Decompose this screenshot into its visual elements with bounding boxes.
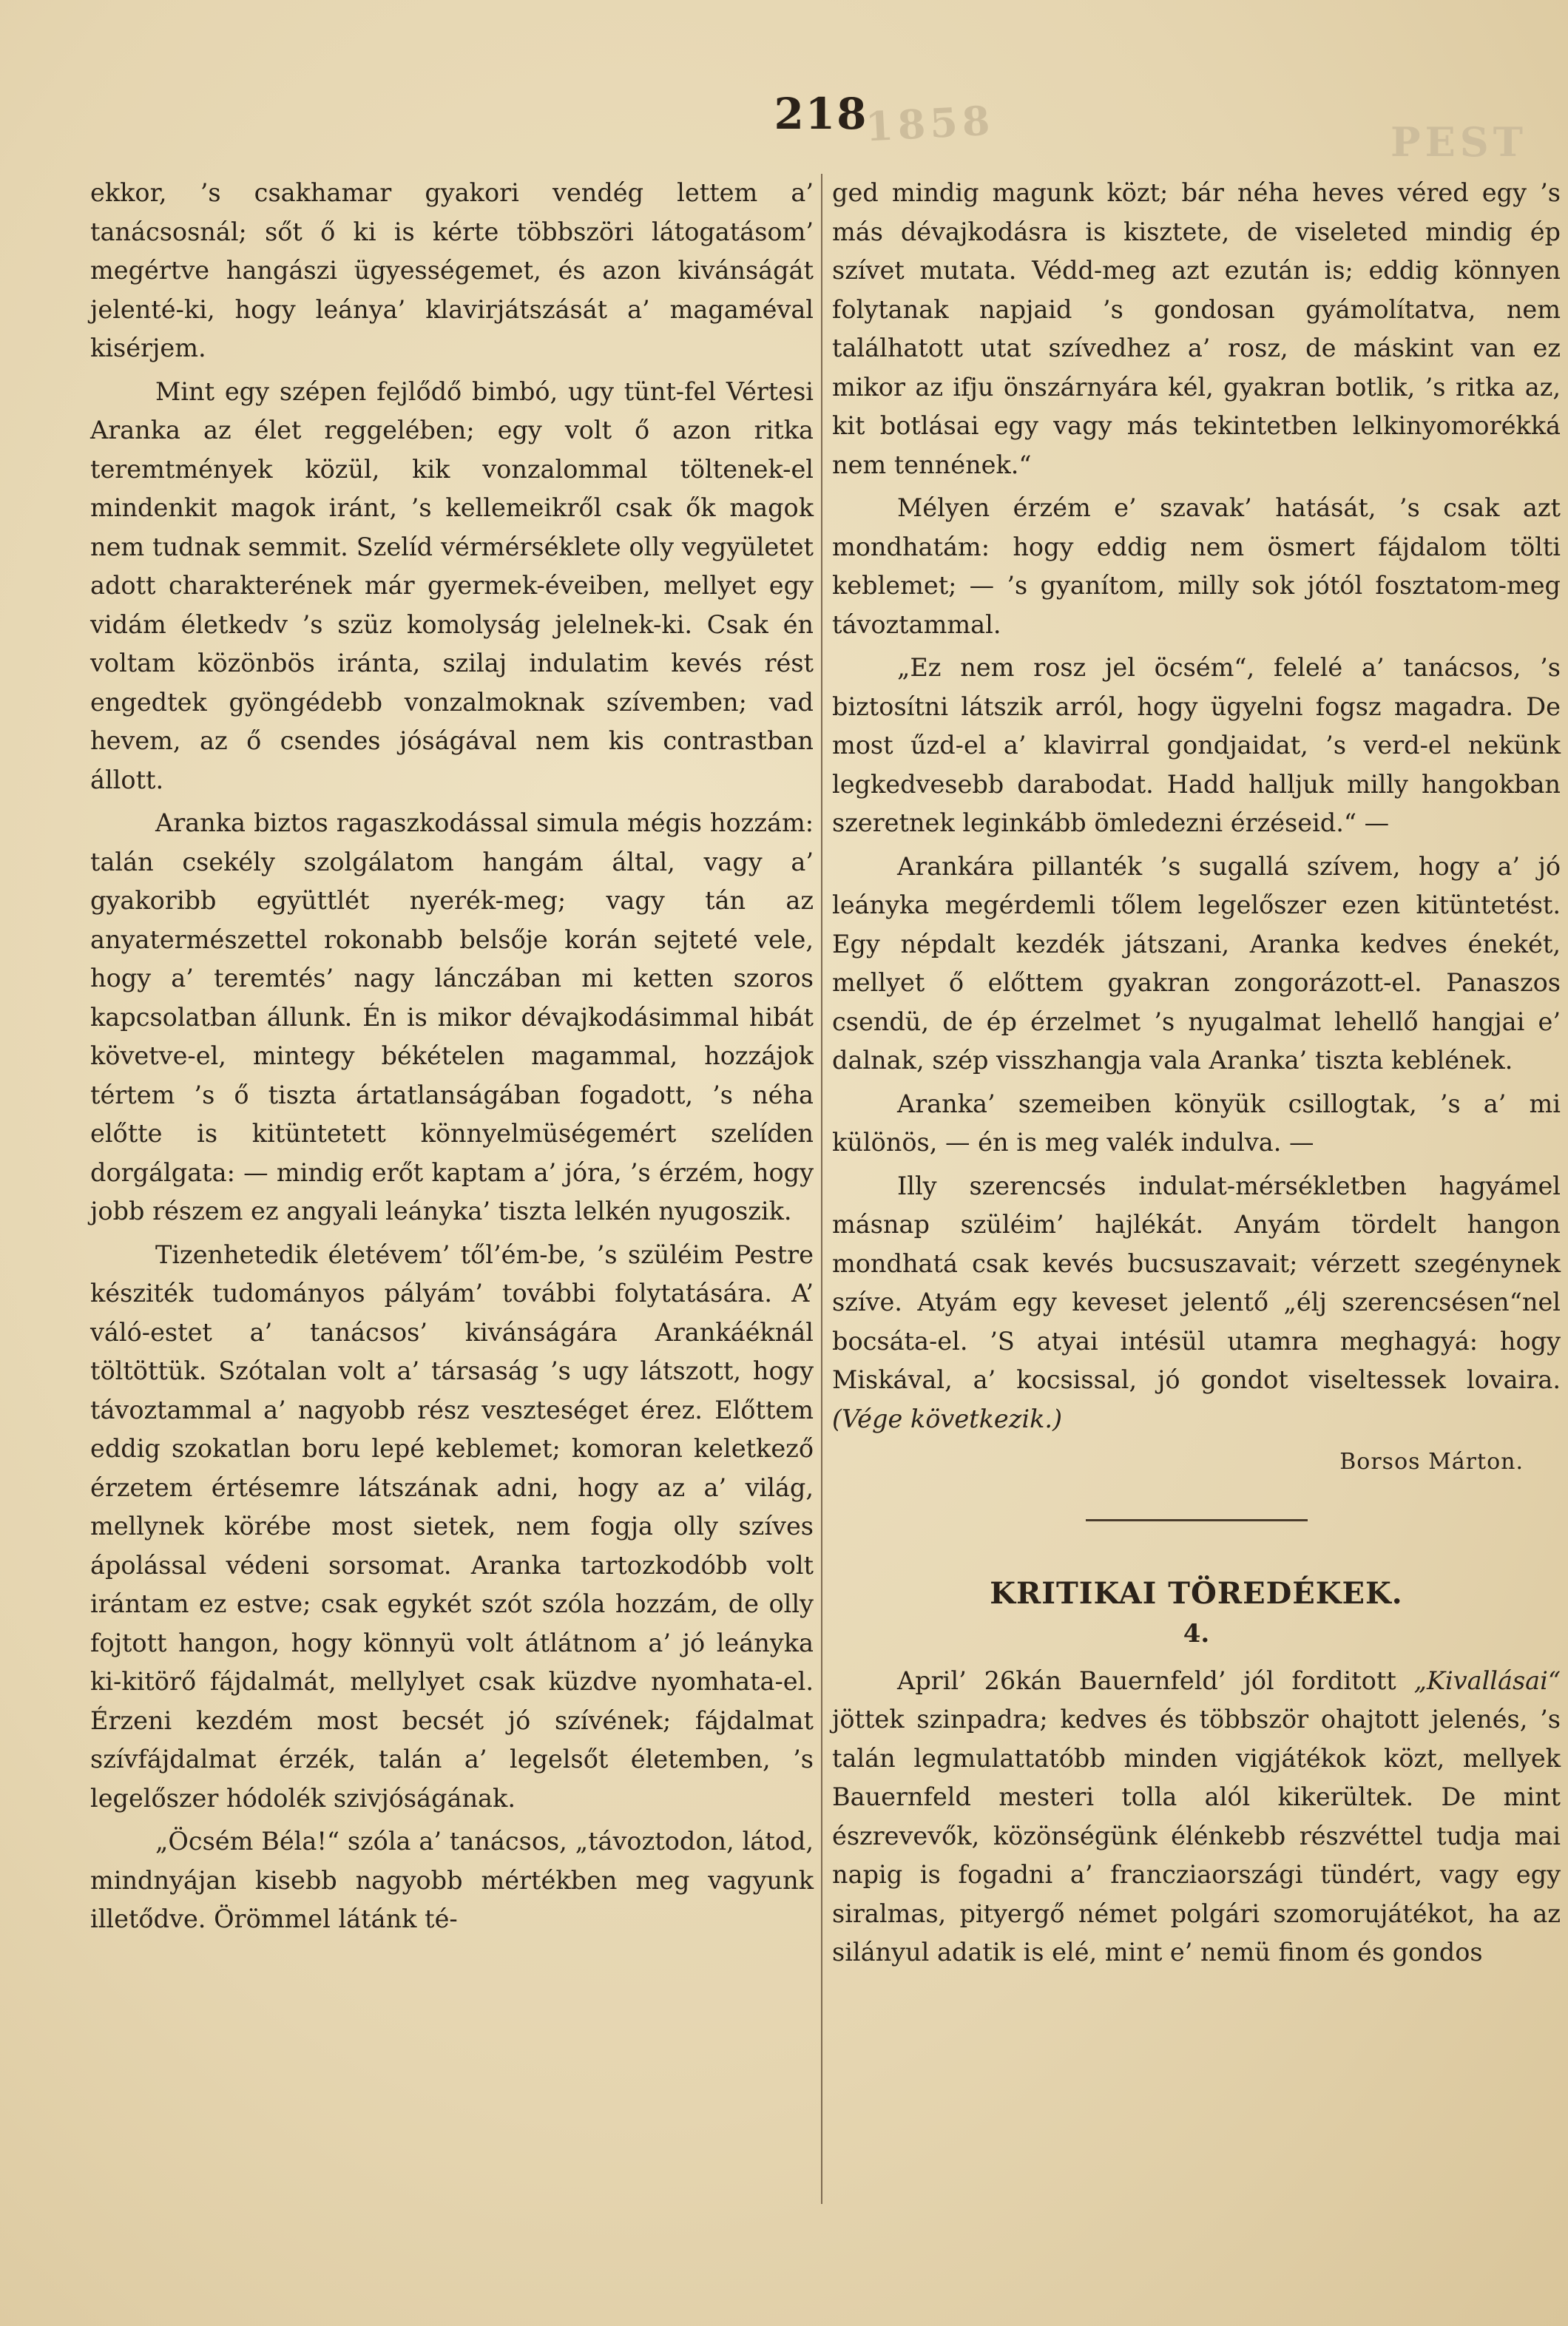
- paragraph: Mint egy szépen fejlődő bimbó, ugy tünt-fel Vértesi Aranka az élet reggelében; egy volt ő azon ritka teremtmények közül, kik vonzalommal töltenek-el mindenkit magok iránt, ’s kellemeikről csak ők magok nem tudnak semmit. Szelíd vérmérséklete olly vegyületet adott charakterének már gyermek-éveiben, mellyet egy vidám életkedv ’s szüz komolyság jelelnek-ki. Csak én voltam közönbös iránta, szilaj indulatim kevés rést engedtek gyöngédebb vonzalmoknak szívemben; vad hevem, az ő csendes jóságával nem kis contrastban állott.: [90, 376, 814, 794]
- paragraph: Aranka biztos ragaszkodással simula mégis hozzám: talán csekély szolgálatom hangám által, vagy a’ gyakoribb együttlét nyerék-meg; vagy tán az anyatermészettel rokonabb belsője korán sejteté vele, hogy a’ teremtés’ nagy lánczában mi ketten szoros kapcsolatban állunk. Én is mikor dévajkodásimmal hibát követve-el, mintegy békételen magammal, hozzájok tértem ’s ő tiszta ártatlanságában fogadott, ’s néha előtte is kitüntetett könnyelmüségemért szelíden dorgálgata: — mindig erőt kaptam a’ jóra, ’s érzém, hogy jobb részem ez angyali leányka’ tiszta lelkén nyugoszik.: [90, 808, 814, 1225]
- paragraph: Aranka’ szemeiben könyük csillogtak, ’s a’ mi különös, — én is meg valék indulva. —: [832, 1089, 1561, 1157]
- paragraph: „Öcsém Béla!“ szóla a’ tanácsos, „távoztodon, látod, mindnyájan kisebb nagyobb mértékben meg vagyunk illetődve. Örömmel látánk té-: [90, 1827, 814, 1933]
- bleed-through-year: 1858: [864, 96, 996, 151]
- paragraph: [832, 1167, 1561, 1439]
- paragraph: Tizenhetedik életévem’ től’ém-be, ’s szüléim Pestre késziték tudományos pályám’ további folytatására. A’ váló-estet a’ tanácsos’ kivánságára Arankáéknál töltöttük. Szótalan volt a’ társaság ’s ugy látszott, hogy távoztammal a’ nagyobb rész veszteséget érez. Előttem eddig szokatlan boru lepé keblemet; komoran keletkező érzetem értésemre látszának adni, hogy az a’ világ, mellynek körébe most sietek, nem fogja olly szíves ápolással védeni sorsomat. Aranka tartozkodóbb volt irántam ez estve; csak egykét szót szóla hozzám, de olly fojtott hangon, hogy könnyü volt átlátnom a’ jó leányka ki-kitörő fájdalmát, mellylyet csak küzdve nyomhata-el. Érzeni kezdém most becsét jó szívének; fájdalmat szívfájdalmat érzék, talán a’ legelsőt életemben, ’s legelőszer hódolék szivjóságának.: [90, 1240, 814, 1813]
- bleed-through-word: PEST: [1390, 118, 1527, 166]
- paragraph: Mélyen érzém e’ szavak’ hatását, ’s csak azt mondhatám: hogy eddig nem ösmert fájdalom tölti keblemet; — ’s gyanítom, milly sok jótól fosztatom-meg távoztammal.: [832, 493, 1561, 639]
- paragraph: [832, 1662, 1561, 1972]
- paragraph: „Ez nem rosz jel öcsém“, felelé a’ tanácsos, ’s biztosítni látszik arról, hogy ügyelni fogsz magadra. De most űzd-el a’ klavirral gondjaidat, ’s verd-el nekünk legkedvesebb darabodat. Hadd halljuk milly hangokban szeretnek leginkább ömledezni érzéseid.“ —: [832, 653, 1561, 837]
- signature-last-name: Márton.: [1428, 1449, 1524, 1475]
- section-separator: [1086, 1519, 1308, 1521]
- paragraph-lead: April’ 26kán Bauernfeld’ jól forditott: [897, 1666, 1414, 1695]
- author-signature: [832, 1443, 1561, 1482]
- section-number: 4.: [1183, 1618, 1210, 1649]
- paragraph-rest: jöttek szinpadra; kedves és többször ohajtott jelenés, ’s talán legmulattatóbb minden vigjátékok közt, mellyek Bauernfeld mesteri tolla alól kikerültek. De mint észrevevők, közönségünk élénkebb részvéttel tudja mai napig is fogadni a’ francziaországi tündért, vagy egy siralmas, pityergő német polgári szomorujátékot, ha az silányul adatik is elé, mint e’ nemü finom és gondos: [832, 1705, 1561, 1967]
- paragraph-text: Illy szerencsés indulat-mérsékletben hagyámel másnap szüléim’ hajlékát. Anyám tördelt hangon mondhatá csak kevés bucsuszavait; vérzett szegénynek szíve. Atyám egy keveset jelentő „élj szerencsésen“nel bocsáta-el. ’S atyai intésül utamra meghagyá: hogy Miskával, a’ kocsissal, jó gondot viseltessek lovaira.: [832, 1171, 1561, 1394]
- paragraph: ekkor, ’s csakhamar gyakori vendég lettem a’ tanácsosnál; sőt ő ki is kérte többszöri látogatásom’ megértve hangászi ügyességemet, és azon kivánságát jelenté-ki, hogy leánya’ klavirjátszását a’ magaméval kisérjem.: [90, 178, 814, 362]
- left-column: [90, 174, 814, 1944]
- signature-first-name: Borsos: [1339, 1449, 1421, 1475]
- paragraph: Arankára pillanték ’s sugallá szívem, hogy a’ jó leányka megérdemli tőlem legelőszer ezen kitüntetést. Egy népdalt kezdék játszani, Aranka kedves énekét, mellyet ő előttem gyakran zongorázott-el. Panaszos csendü, de ép érzelmet ’s nyugalmat lehellő hangjai e’ dalnak, szép visszhangja vala Aranka’ tiszta keblének.: [832, 851, 1561, 1075]
- section-title: KRITIKAI TÖREDÉKEK.: [990, 1575, 1403, 1611]
- right-column: [832, 174, 1561, 1977]
- column-divider: [821, 174, 822, 2204]
- play-title: „Kivallásai“: [1413, 1666, 1561, 1695]
- continuation-note: (Vége következik.): [832, 1404, 1063, 1433]
- paragraph: ged mindig magunk közt; bár néha heves véred egy ’s más dévajkodásra is kisztete, de viseleted mindig ép szívet mutata. Védd-meg azt ezután is; eddig könnyen folytanak napjaid ’s gondosan gyámolítatva, nem találhatott utat szívedhez a’ rosz, de máskint van ez mikor az ifju önszárnyára kél, gyakran botlik, ’s ritka az, kit botlásai egy vagy más tekintetben lelkinyomorékká nem tennének.“: [832, 178, 1561, 479]
- page-number: 218: [774, 89, 868, 139]
